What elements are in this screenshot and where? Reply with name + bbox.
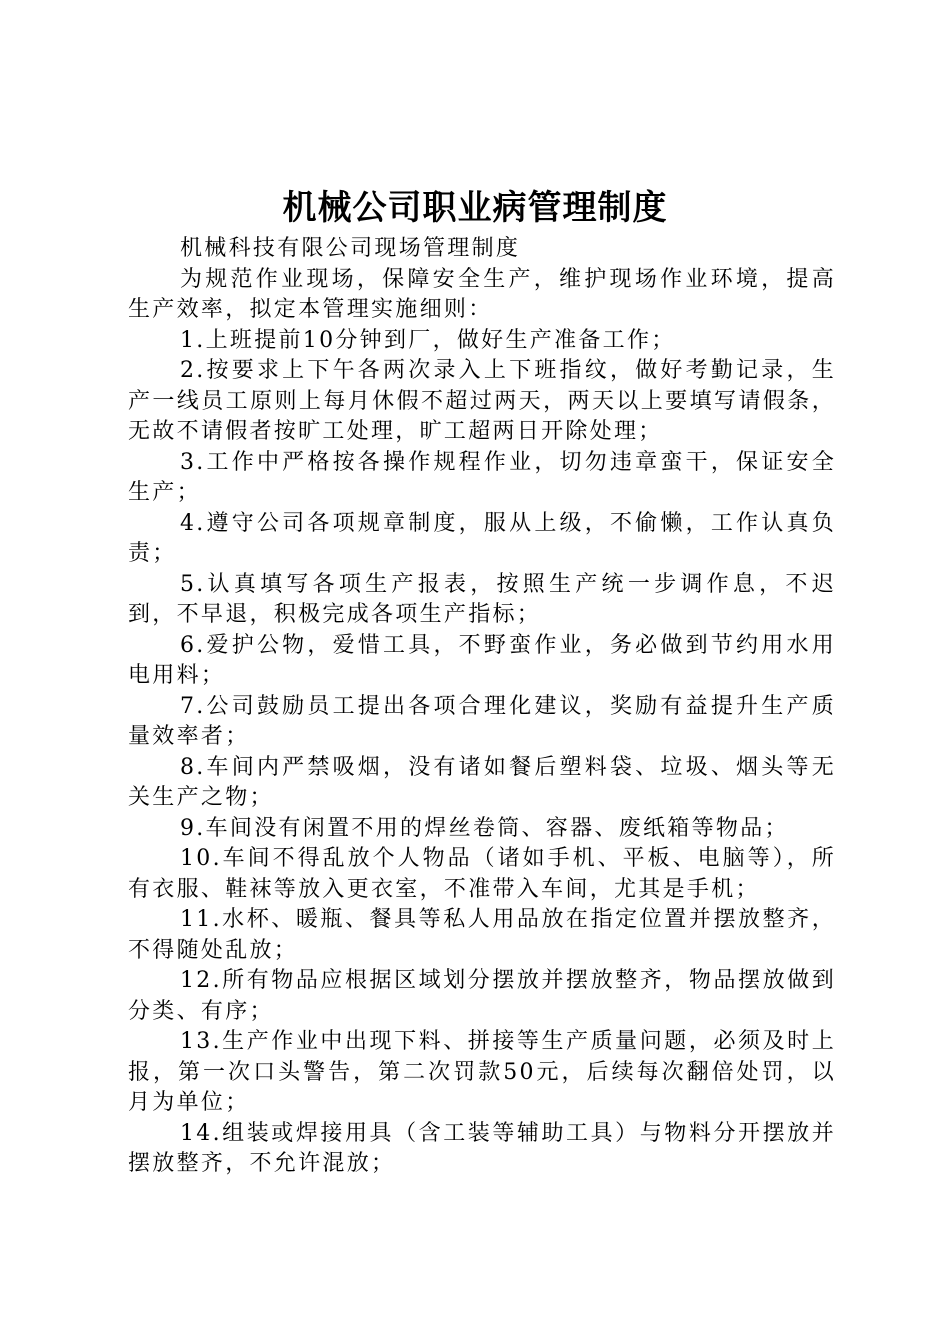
rule-item-4: 4.遵守公司各项规章制度，服从上级，不偷懒，工作认真负责； xyxy=(128,510,836,566)
paragraph-subtitle: 机械科技有限公司现场管理制度 xyxy=(180,236,521,261)
rule-item-5: 5.认真填写各项生产报表，按照生产统一步调作息，不迟到，不早退，积极完成各项生产指标； xyxy=(128,571,836,627)
paragraph-intro: 为规范作业现场，保障安全生产，维护现场作业环境，提高生产效率，拟定本管理实施细则： xyxy=(128,266,836,322)
rule-item-12: 12.所有物品应根据区域划分摆放并摆放整齐，物品摆放做到分类、有序； xyxy=(128,968,836,1024)
rule-item-6: 6.爱护公物，爱惜工具，不野蛮作业，务必做到节约用水用电用料； xyxy=(128,632,836,688)
document-body xyxy=(128,234,836,1180)
rule-item-9: 9.车间没有闲置不用的焊丝卷筒、容器、废纸箱等物品； xyxy=(180,815,789,841)
rule-item-7: 7.公司鼓励员工提出各项合理化建议，奖励有益提升生产质量效率者； xyxy=(128,693,836,749)
rule-item-8: 8.车间内严禁吸烟，没有诸如餐后塑料袋、垃圾、烟头等无关生产之物； xyxy=(128,754,836,810)
rule-item-1: 1.上班提前10分钟到厂，做好生产准备工作； xyxy=(180,327,676,353)
document-title: 机械公司职业病管理制度 xyxy=(282,188,668,228)
rule-item-14: 14.组装或焊接用具（含工装等辅助工具）与物料分开摆放并摆放整齐，不允许混放； xyxy=(128,1120,836,1176)
rule-item-3: 3.工作中严格按各操作规程作业，切勿违章蛮干，保证安全生产； xyxy=(128,449,836,505)
rule-item-11: 11.水杯、暖瓶、餐具等私人用品放在指定位置并摆放整齐，不得随处乱放； xyxy=(128,907,836,963)
rule-item-2: 2.按要求上下午各两次录入上下班指纹，做好考勤记录，生产一线员工原则上每月休假不超过两天，两天以上要填写请假条，无故不请假者按旷工处理，旷工超两日开除处理； xyxy=(128,358,836,444)
rule-item-13: 13.生产作业中出现下料、拼接等生产质量问题，必须及时上报，第一次口头警告，第二次罚款50元，后续每次翻倍处罚，以月为单位； xyxy=(128,1029,836,1115)
rule-item-10: 10.车间不得乱放个人物品（诸如手机、平板、电脑等），所有衣服、鞋袜等放入更衣室，不准带入车间，尤其是手机； xyxy=(128,846,836,902)
